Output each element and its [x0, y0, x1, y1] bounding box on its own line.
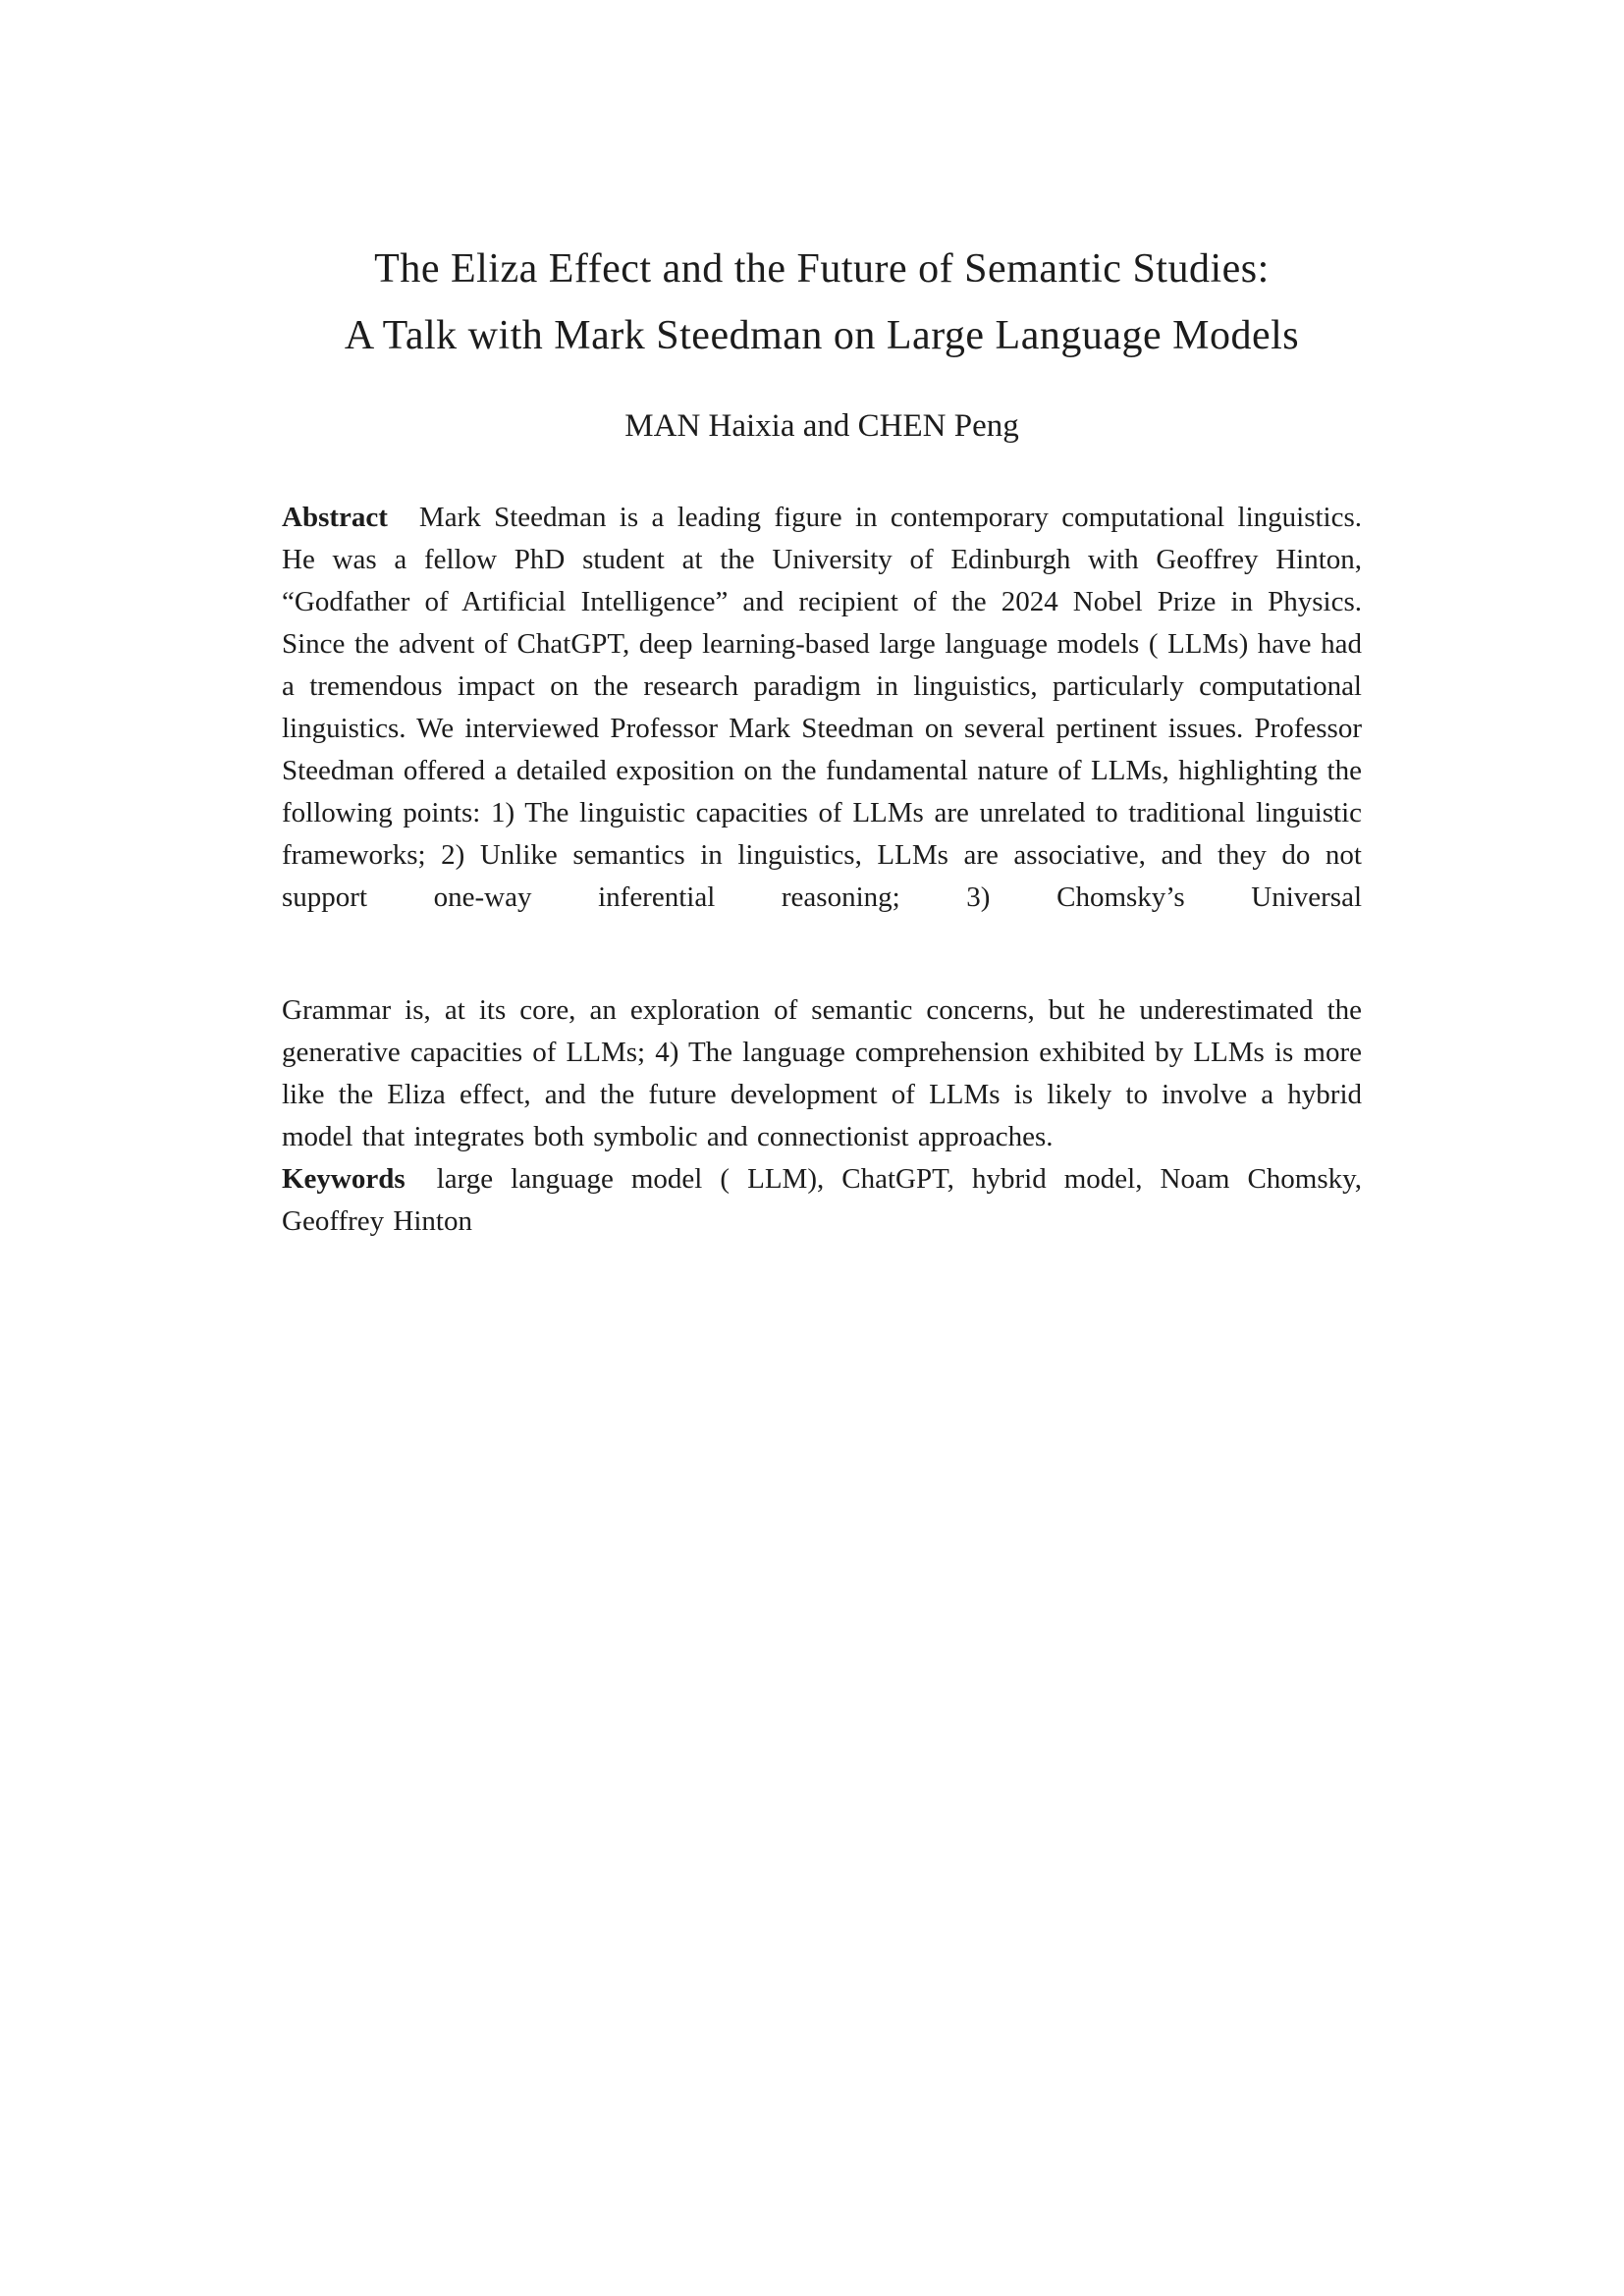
abstract-label: Abstract — [282, 502, 388, 533]
paper-title-line2: A Talk with Mark Steedman on Large Language Models — [344, 313, 1300, 358]
keywords-text: large language model ( LLM), ChatGPT, hybrid model, Noam Chomsky, Geoffrey Hinton — [282, 1163, 1362, 1237]
abstract-text-part2: Grammar is, at its core, an exploration of semantic concerns, but he underestimated the generative capacities of LLMs; 4) The language comprehension exhibited by LLMs is more like the Eliza effect, and the future development of LLMs is likely to involve a hybrid model that integrates both symbolic and connectionist approaches. — [282, 994, 1362, 1152]
paper-title — [282, 236, 1362, 369]
abstract-text-part1: Mark Steedman is a leading figure in contemporary computational linguistics. He was a fellow PhD student at the University of Edinburgh with Geoffrey Hinton, “Godfather of Artificial Intelligence” and recipient of the 2024 Nobel Prize in Physics. Since the advent of ChatGPT, deep learning-based large language models ( LLMs) have had a tremendous impact on the research paradigm in linguistics, particularly computational linguistics. We interviewed Professor Mark Steedman on several pertinent issues. Professor Steedman offered a detailed exposition on the fundamental nature of LLMs, highlighting the following points: 1) The linguistic capacities of LLMs are unrelated to traditional linguistic frameworks; 2) Unlike semantics in linguistics, LLMs are associative, and they do not support one-way inferential reasoning; 3) Chomsky’s Universal — [282, 502, 1362, 913]
paper-authors: MAN Haixia and CHEN Peng — [624, 408, 1019, 444]
paper-content-column — [282, 236, 1362, 1243]
paper-title-line1: The Eliza Effect and the Future of Semantic Studies: — [374, 246, 1270, 292]
keywords-label: Keywords — [282, 1163, 406, 1195]
abstract-paragraph — [282, 497, 1362, 919]
abstract-continued-paragraph — [282, 989, 1362, 1158]
keywords-paragraph — [282, 1158, 1362, 1243]
